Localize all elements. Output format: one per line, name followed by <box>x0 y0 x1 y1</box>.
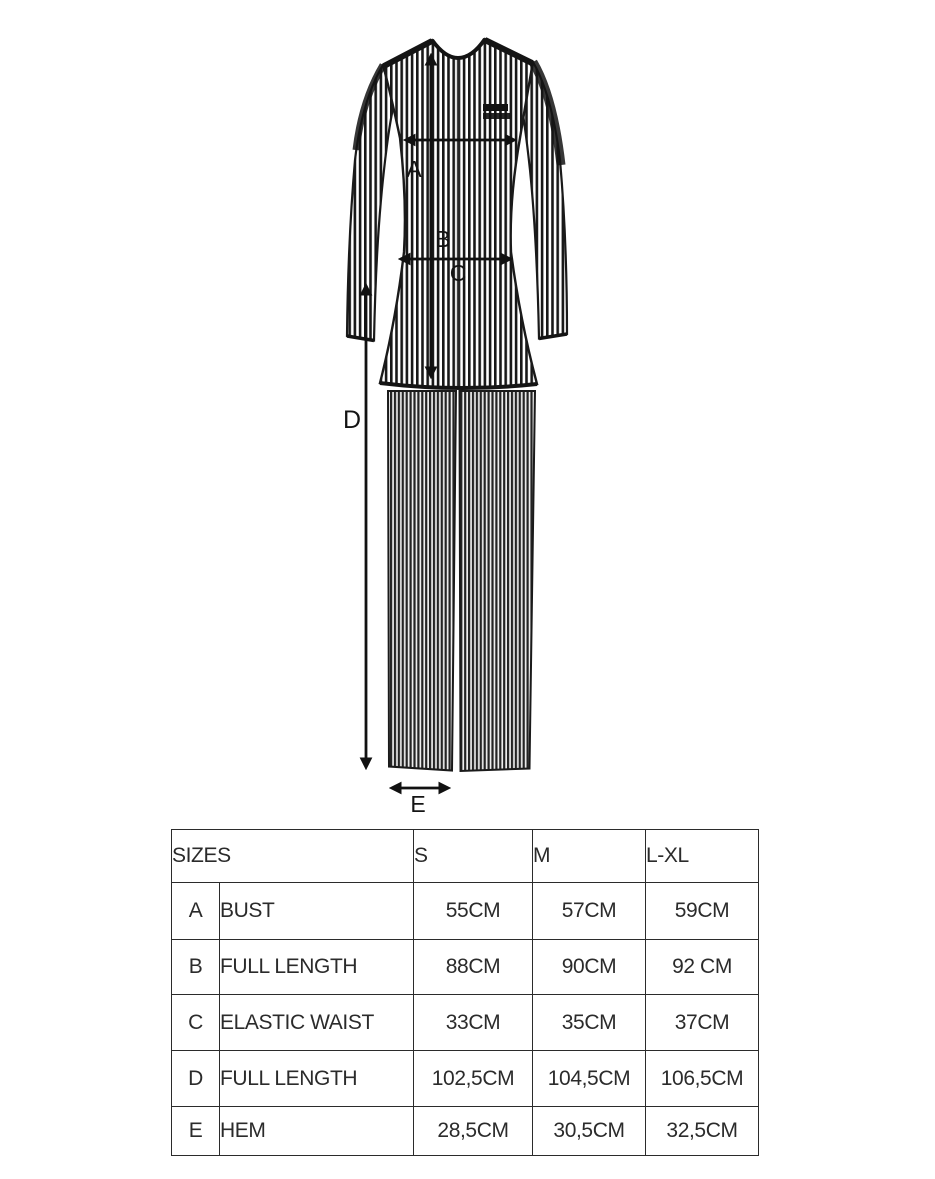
row-letter: E <box>172 1107 220 1156</box>
value-lxl: 106,5CM <box>646 1051 759 1107</box>
column-header-m: M <box>533 830 646 883</box>
table-row-hem <box>172 1107 759 1156</box>
row-name: BUST <box>220 883 414 940</box>
row-name: FULL LENGTH <box>220 1051 414 1107</box>
top-sketch <box>347 39 567 388</box>
value-m: 90CM <box>533 940 646 995</box>
row-letter: C <box>172 995 220 1051</box>
value-m: 35CM <box>533 995 646 1051</box>
value-s: 88CM <box>414 940 533 995</box>
value-lxl: 32,5CM <box>646 1107 759 1156</box>
measure-label-c: C <box>449 260 467 286</box>
value-s: 55CM <box>414 883 533 940</box>
column-header-lxl: L-XL <box>646 830 759 883</box>
table-row-full-length-pants <box>172 1051 759 1107</box>
value-s: 102,5CM <box>414 1051 533 1107</box>
measure-label-a: A <box>406 156 422 182</box>
value-lxl: 37CM <box>646 995 759 1051</box>
measure-label-b: B <box>435 226 451 252</box>
sizes-header-cell: SIZES <box>172 830 414 883</box>
row-name: HEM <box>220 1107 414 1156</box>
measure-label-e: E <box>410 791 426 817</box>
pants-sketch <box>388 391 535 771</box>
size-table <box>171 829 759 1156</box>
row-letter: A <box>172 883 220 940</box>
table-row-bust <box>172 883 759 940</box>
pants-left-leg <box>388 391 456 771</box>
value-m: 57CM <box>533 883 646 940</box>
left-sleeve <box>347 65 397 341</box>
column-header-s: S <box>414 830 533 883</box>
value-s: 33CM <box>414 995 533 1051</box>
value-lxl: 92 CM <box>646 940 759 995</box>
size-table-header-row <box>172 830 759 883</box>
pants-right-leg <box>460 391 536 771</box>
value-lxl: 59CM <box>646 883 759 940</box>
value-m: 104,5CM <box>533 1051 646 1107</box>
row-name: FULL LENGTH <box>220 940 414 995</box>
row-letter: D <box>172 1051 220 1107</box>
table-row-full-length-top <box>172 940 759 995</box>
measure-label-d: D <box>342 406 362 434</box>
row-name: ELASTIC WAIST <box>220 995 414 1051</box>
table-row-elastic-waist <box>172 995 759 1051</box>
row-letter: B <box>172 940 220 995</box>
value-s: 28,5CM <box>414 1107 533 1156</box>
value-m: 30,5CM <box>533 1107 646 1156</box>
